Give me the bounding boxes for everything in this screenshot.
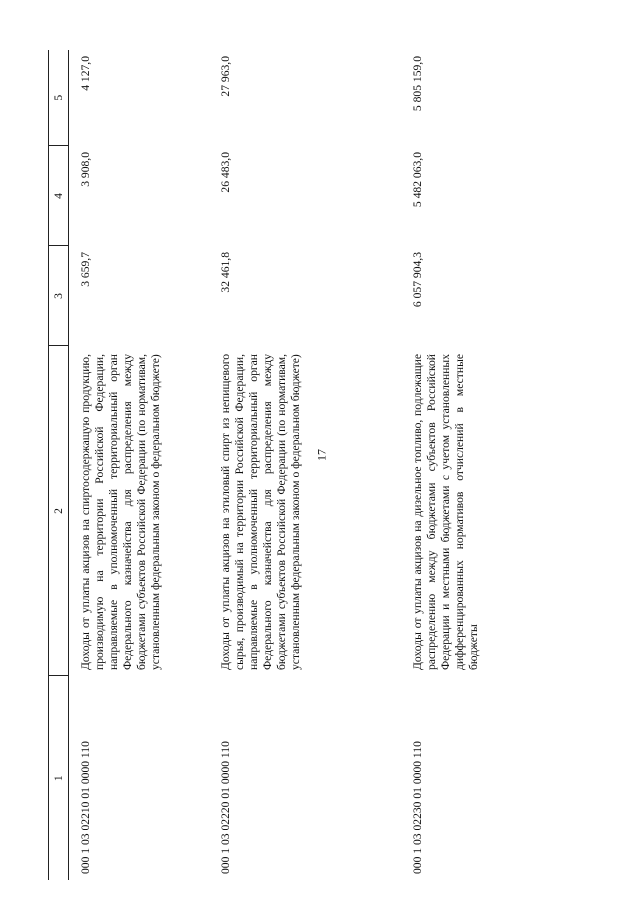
- budget-code-cell: 000 1 03 02220 01 0000 110: [219, 741, 232, 874]
- column-header-3: 3: [49, 246, 69, 346]
- table-header-row: [49, 50, 69, 880]
- page-number: 17: [314, 449, 329, 461]
- rotated-page-content: [48, 50, 608, 880]
- revenue-name-cell: Доходы от уплаты акцизов на спиртосодержащую продукцию, производимую на территории Российской Федерации, направляемые в уполномоченный территориальный орган Федерального казначейства для распределения между бюджетами субъектов Российской Федерации (по нормативам, установленным федеральным законом о федеральном бюджете): [79, 354, 162, 670]
- value-col4-cell: 26 483,0: [219, 152, 232, 193]
- revenue-name-cell: Доходы от уплаты акцизов на дизельное топливо, подлежащие распределению между бюджетами субъектов Российской Федерации и местными бюджетами с учетом установленных дифференцированных нормативов отчислений в местные бюджеты: [411, 354, 480, 670]
- value-col5-cell: 5 805 159,0: [411, 56, 424, 112]
- table-row: [69, 50, 210, 880]
- table-row: [209, 50, 401, 880]
- value-col5-cell: 4 127,0: [79, 56, 92, 91]
- value-col3-cell: 32 461,8: [219, 252, 232, 293]
- value-col3-cell: 3 659,7: [79, 252, 92, 287]
- value-col5-cell: 27 963,0: [219, 56, 232, 97]
- budget-code-cell: 000 1 03 02230 01 0000 110: [411, 741, 424, 874]
- value-col3-cell: 6 057 904,3: [411, 252, 424, 308]
- budget-code-cell: 000 1 03 02210 01 0000 110: [79, 741, 92, 874]
- column-header-5: 5: [49, 50, 69, 146]
- revenue-name-cell: Доходы от уплаты акцизов на этиловый спирт из непищевого сырья, производимый на территории Российской Федерации, направляемые в уполномоченный территориальный орган Федерального казначейства для распределения между бюджетами субъектов Российской Федерации (по нормативам, установленным федеральным законом о федеральном бюджете): [219, 354, 302, 670]
- value-col4-cell: 5 482 063,0: [411, 152, 424, 208]
- table-row: [401, 50, 537, 880]
- column-header-1: 1: [49, 676, 69, 880]
- column-header-4: 4: [49, 146, 69, 246]
- column-header-2: 2: [49, 346, 69, 676]
- value-col4-cell: 3 908,0: [79, 152, 92, 187]
- revenue-table: [48, 50, 537, 880]
